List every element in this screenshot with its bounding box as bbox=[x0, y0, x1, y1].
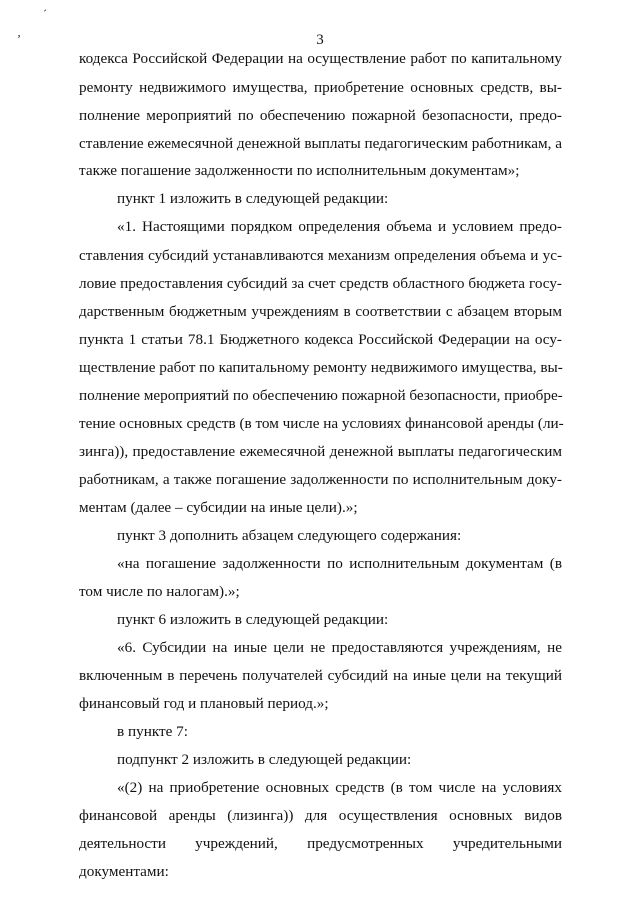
text-line: дарственным бюджетным учреждениям в соответствии с абзацем вторым bbox=[79, 303, 562, 320]
text-line: полнение мероприятий по обеспечению пожарной безопасности, приобре- bbox=[79, 387, 563, 404]
text-line: работникам, а также погашение задолженности по исполнительным доку- bbox=[79, 471, 562, 488]
text-line: ментам (далее – субсидии на иные цели).»; bbox=[79, 499, 358, 516]
text-line: включенным в перечень получателей субсидий на иные цели на текущий bbox=[79, 667, 562, 684]
text-line: том числе по налогам).»; bbox=[79, 583, 240, 600]
text-line: в пункте 7: bbox=[117, 723, 188, 740]
text-line: «(2) на приобретение основных средств (в том числе на условиях bbox=[117, 779, 562, 796]
text-line: ремонту недвижимого имущества, приобретение основных средств, вы- bbox=[79, 79, 562, 96]
text-line: «6. Субсидии на иные цели не предоставляются учреждениям, не bbox=[117, 639, 562, 656]
text-line: документами: bbox=[79, 863, 169, 880]
page-number: 3 bbox=[316, 32, 324, 48]
text-line: ществление работ по капитальному ремонту недвижимого имущества, вы- bbox=[79, 359, 563, 376]
text-line: пункт 6 изложить в следующей редакции: bbox=[117, 611, 389, 628]
text-line: пункт 1 изложить в следующей редакции: bbox=[117, 190, 389, 207]
text-line: подпункт 2 изложить в следующей редакции: bbox=[117, 751, 412, 768]
text-line: тение основных средств (в том числе на условиях финансовой аренды (ли- bbox=[79, 415, 564, 432]
text-line: ловие предоставления субсидий за счет средств областного бюджета госу- bbox=[79, 275, 562, 292]
text-line: «1. Настоящими порядком определения объема и условием предо- bbox=[117, 218, 562, 235]
text-line: полнение мероприятий по обеспечению пожарной безопасности, предо- bbox=[79, 107, 562, 124]
scan-mark: ʼ bbox=[17, 32, 21, 46]
text-line: ставления субсидий устанавливаются механизм определения объема и ус- bbox=[79, 247, 562, 264]
text-line: финансовый год и плановый период.»; bbox=[79, 695, 329, 712]
text-line: зинга)), предоставление ежемесячной денежной выплаты педагогическим bbox=[79, 443, 562, 460]
text-line: «на погашение задолженности по исполнительным документам (в bbox=[117, 555, 562, 572]
text-line: деятельности учреждений, предусмотренных учредительными bbox=[79, 835, 562, 852]
text-line: ставление ежемесячной денежной выплаты педагогическим работникам, а bbox=[79, 135, 562, 152]
text-line: кодекса Российской Федерации на осуществление работ по капитальному bbox=[79, 50, 562, 67]
text-line: пункт 3 дополнить абзацем следующего содержания: bbox=[117, 527, 462, 544]
text-line: финансовой аренды (лизинга)) для осуществления основных видов bbox=[79, 807, 562, 824]
scan-mark: ´ bbox=[43, 7, 47, 21]
text-line: пункта 1 статьи 78.1 Бюджетного кодекса Российской Федерации на осу- bbox=[79, 331, 562, 348]
text-line: также погашение задолженности по исполнительным документам»; bbox=[79, 162, 520, 179]
